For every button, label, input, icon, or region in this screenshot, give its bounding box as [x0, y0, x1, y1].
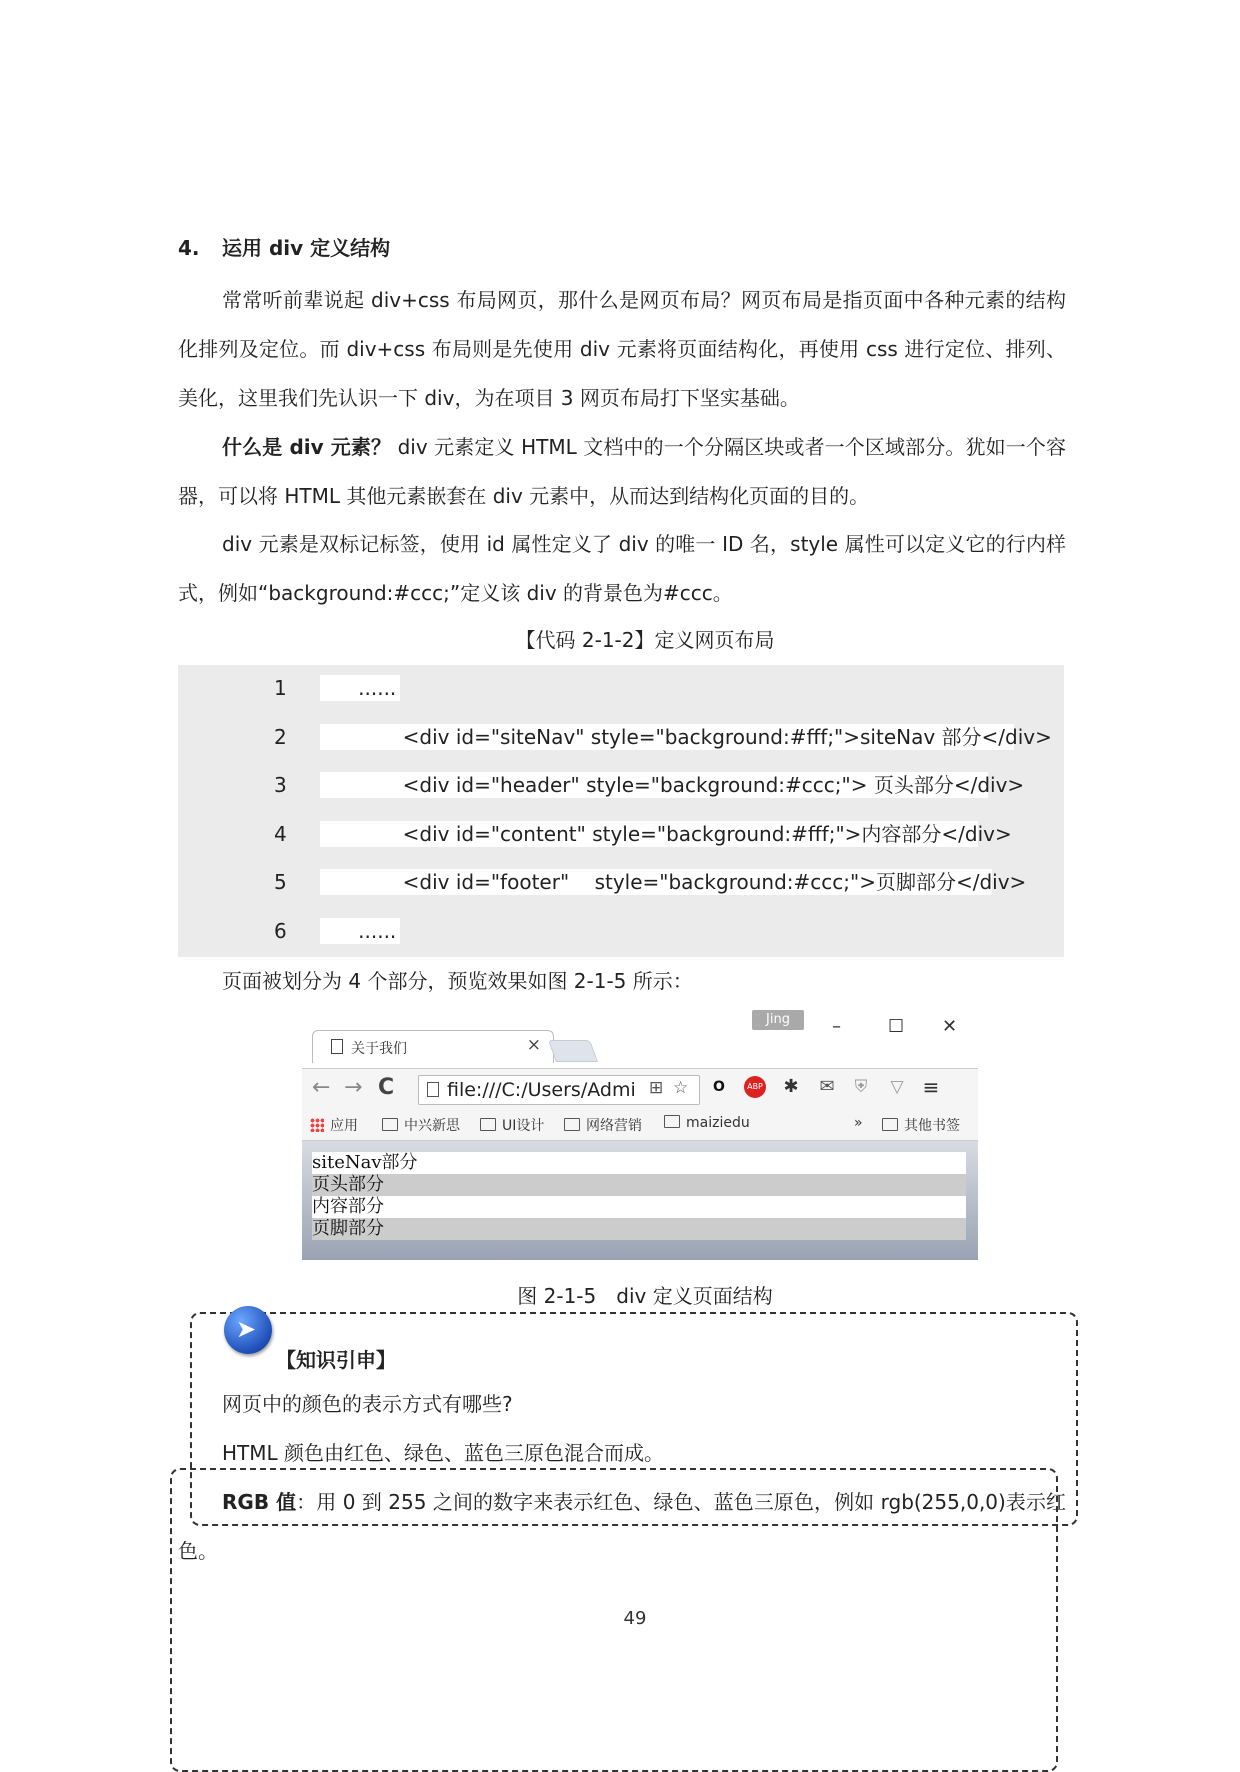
forward-icon[interactable]: → [344, 1075, 363, 1100]
bookmark-item[interactable]: maiziedu [664, 1115, 750, 1131]
browser-screenshot [302, 1008, 978, 1260]
code-line-number: 5 [274, 870, 287, 894]
tab-close-icon[interactable]: × [526, 1035, 541, 1055]
rendered-div-footer: 页脚部分 [312, 1218, 966, 1240]
opera-icon[interactable]: O [713, 1079, 725, 1095]
section-heading [178, 232, 390, 261]
menu-icon[interactable]: ≡ [922, 1075, 940, 1099]
rendered-div-sitenav: siteNav部分 [312, 1152, 966, 1174]
new-tab-button[interactable] [548, 1040, 598, 1062]
code-line-number: 2 [274, 725, 287, 749]
figure-caption: 图 2-1-5 div 定义页面结构 [517, 1284, 773, 1308]
rendered-div-content: 内容部分 [312, 1196, 966, 1218]
knowledge-question: 网页中的颜色的表示方式有哪些? [222, 1392, 513, 1416]
code-row [178, 821, 1064, 847]
apps-icon [310, 1118, 324, 1132]
folder-icon [882, 1118, 898, 1131]
browser-tab[interactable] [312, 1030, 554, 1063]
rendered-div-header: 页头部分 [312, 1174, 966, 1196]
paragraph-div-element: div 元素是双标记标签，使用 id 属性定义了 div 的唯一 ID 名，style 属性可以定义它的行内样式，例如“background:#ccc;”定义该 div 的背景色为#ccc。 [178, 532, 1066, 605]
back-icon[interactable]: ← [312, 1075, 331, 1100]
code-line-number: 6 [274, 919, 287, 943]
bookmark-other[interactable]: 其他书签 [882, 1115, 960, 1135]
adblock-icon[interactable]: ABP [744, 1076, 766, 1098]
code-line-number: 4 [274, 822, 287, 846]
bookmark-apps[interactable]: 应用 [310, 1115, 358, 1135]
bookmark-item[interactable]: UI设计 [480, 1115, 544, 1135]
paragraph-what-is-div [178, 423, 1066, 521]
folder-icon [664, 1115, 680, 1128]
folder-icon [382, 1118, 398, 1131]
code-row [178, 772, 1064, 798]
knowledge-title: 【知识引申】 [276, 1348, 396, 1372]
more-bookmarks-icon[interactable]: » [854, 1115, 863, 1131]
section-title: 运用 div 定义结构 [222, 236, 391, 260]
star-icon[interactable]: ☆ [673, 1078, 689, 1098]
document-icon [331, 1039, 343, 1054]
jing-badge: Jing [752, 1010, 804, 1030]
what-is-div-text: div 元素定义 HTML 文档中的一个分隔区块或者一个区域部分。犹如一个容器，可以将 HTML 其他元素嵌套在 div 元素中，从而达到结构化页面的目的。 [178, 435, 1067, 508]
code-row [178, 869, 1064, 895]
reload-icon[interactable]: C [378, 1075, 395, 1100]
page-icon [427, 1082, 439, 1097]
rgb-text: ：用 0 到 255 之间的数字来表示红色、绿色、蓝色三原色，例如 rgb(255,0,0)表示红色。 [178, 1490, 1067, 1563]
code-row [178, 675, 1064, 701]
code-line-text: <div id="siteNav" style="background:#fff;">siteNav 部分</div> [320, 725, 1052, 749]
bookmarks-bar [302, 1108, 978, 1141]
rgb-label: RGB 值 [222, 1490, 297, 1514]
code-line-number: 1 [274, 676, 287, 700]
minimize-icon[interactable]: – [832, 1016, 841, 1037]
code-block [178, 665, 1064, 957]
paragraph-layout-intro: 常常听前辈说起 div+css 布局网页，那什么是网页布局？网页布局是指页面中各种元素的结构化排列及定位。而 div+css 布局则是先使用 div 元素将页面结构化，再使用 css 进行定位、排列、美化，这里我们先认识一下 div，为在项目 3 网页布局打下坚实基础。 [178, 288, 1066, 410]
preview-text: 页面被划分为 4 个部分，预览效果如图 2-1-5 所示： [222, 969, 693, 993]
what-is-div-bold: 什么是 div 元素？ [222, 435, 392, 459]
browser-toolbar [302, 1068, 978, 1109]
browser-viewport [302, 1141, 978, 1260]
info-badge-icon: ➤ [224, 1306, 272, 1354]
code-line-text: ...... [320, 675, 400, 701]
url-text: file:///C:/Users/Admi [447, 1079, 636, 1101]
bookmark-item[interactable]: 网络营销 [564, 1115, 642, 1135]
knowledge-rgb [178, 1478, 1066, 1576]
badge-icon[interactable]: ▽ [890, 1077, 904, 1097]
code-line-text: <div id="header" style="background:#ccc;"> 页头部分</div> [320, 773, 1025, 797]
code-caption: 【代码 2-1-2】定义网页布局 [515, 628, 775, 652]
close-icon[interactable]: ✕ [942, 1016, 958, 1037]
code-row [178, 724, 1064, 750]
tab-title: 关于我们 [351, 1041, 407, 1057]
window-titlebar [302, 1008, 978, 1068]
shield-icon[interactable]: ⛨ [854, 1077, 868, 1097]
maximize-icon[interactable]: ☐ [888, 1016, 905, 1037]
knowledge-html-color: HTML 颜色由红色、绿色、蓝色三原色混合而成。 [222, 1441, 665, 1465]
code-line-text: ...... [320, 918, 400, 944]
page-number: 49 [623, 1608, 647, 1629]
section-number: 4. [178, 236, 200, 260]
folder-icon [480, 1118, 496, 1131]
gear-icon[interactable]: ✱ [783, 1076, 799, 1097]
address-bar[interactable] [418, 1075, 700, 1105]
code-line-text: <div id="footer" style="background:#ccc;">页脚部分</div> [320, 870, 1027, 894]
mail-icon[interactable]: ✉ [819, 1076, 835, 1097]
folder-icon [564, 1118, 580, 1131]
code-line-number: 3 [274, 773, 287, 797]
code-row [178, 918, 1064, 944]
code-line-text: <div id="content" style="background:#fff;">内容部分</div> [320, 822, 1012, 846]
translate-icon[interactable]: ⊞ [649, 1078, 664, 1098]
bookmark-item[interactable]: 中兴新思 [382, 1115, 460, 1135]
